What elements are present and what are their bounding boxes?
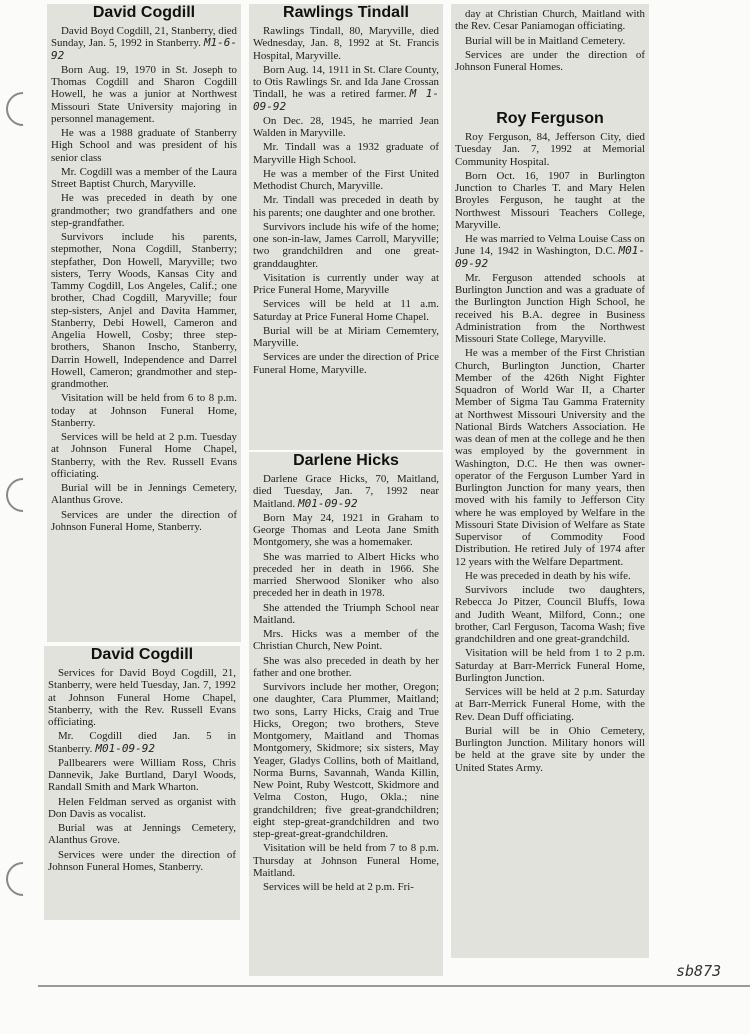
paragraph: Mr. Tindall was a 1932 graduate of Maryville High School.: [253, 141, 439, 166]
paragraph: He was a 1988 graduate of Stanberry High School and was president of his senior class: [51, 127, 237, 164]
paragraph: He was preceded in death by one grandmother; two grandfathers and one step-grandfather.: [51, 192, 237, 229]
paragraph: Services will be held at 2 p.m. Saturday at Barr-Merrick Funeral Home, with the Rev. Dean Duff officiating.: [455, 686, 645, 723]
obituary-clipping-darlene-hicks: [249, 452, 443, 976]
paragraph: Survivors include two daughters, Rebecca Jo Pitzer, Council Bluffs, Iowa and Judith Weant, Milford, Conn.; one brother, Carl Ferguson, Tacoma Wash; five grandchildren and one great-grandchild.: [455, 584, 645, 645]
handwritten-note: M01-09-92: [455, 244, 645, 270]
paragraph: Mr. Cogdill died Jan. 5 in Stanberry.: [48, 730, 236, 755]
paragraph: Burial was at Jennings Cemetery, Alanthus Grove.: [48, 822, 236, 847]
obituary-clipping-rawlings-tindall: [249, 4, 443, 450]
paragraph: Services will be held at 11 a.m. Saturday at Price Funeral Home Chapel.: [253, 298, 439, 323]
page-edge-line: [38, 985, 750, 987]
obituary-clipping-roy-ferguson: [451, 110, 649, 958]
paragraph: She was married to Albert Hicks who preceded her in death in 1966. She married Sherwood Sloniker who also preceded her in death in 1978.: [253, 550, 439, 600]
obituary-title: David Cogdill: [90, 646, 194, 663]
obituary-clipping-david-cogdill: [47, 4, 241, 642]
paragraph: Services were under the direction of Johnson Funeral Homes, Stanberry.: [48, 848, 236, 873]
paragraph: Survivors include his wife of the home; one son-in-law, James Carroll, Maryville; two grandchildren and one great-granddaughter.: [253, 220, 439, 270]
obituary-title: Rawlings Tindall: [283, 4, 409, 21]
paragraph: Roy Ferguson, 84, Jefferson City, died Tuesday Jan. 7, 1992 at Memorial Community Hospital.: [455, 131, 645, 168]
paragraph: On Dec. 28, 1945, he married Jean Walden in Maryville.: [253, 114, 439, 139]
paragraph: Services are under the direction of Johnson Funeral Home, Stanberry.: [51, 508, 237, 533]
obituary-title: Roy Ferguson: [496, 110, 604, 127]
paragraph: Services for David Boyd Cogdill, 21, Stanberry, were held Tuesday, Jan. 7, 1992 at Johnson Funeral Home Chapel, Stanberry, with the Rev. Russell Evans officiating.: [48, 667, 236, 728]
paragraph: Services are under the direction of Johnson Funeral Homes.: [455, 48, 645, 73]
paragraph: She was also preceded in death by her father and one brother.: [253, 654, 439, 679]
paragraph: Services are under the direction of Price Funeral Home, Maryville.: [253, 351, 439, 376]
paragraph: day at Christian Church, Maitland with the Rev. Cesar Paniamogan officiating.: [455, 8, 645, 33]
handwritten-note: M 1-09-92: [253, 87, 439, 113]
obituary-clipping-darlene-hicks-continued: [451, 4, 649, 110]
paragraph: Pallbearers were William Ross, Chris Dannevik, Jake Burtland, Daryl Woods, Randall Smith and Mark Wharton.: [48, 756, 236, 794]
handwritten-note: M01-09-92: [95, 741, 155, 755]
paragraph: David Boyd Cogdill, 21, Stanberry, died Sunday, Jan. 5, 1992 in Stanberry.: [51, 25, 237, 50]
paragraph: Burial will be in Ohio Cemetery, Burlington Junction. Military honors will be held at the grave site by under the United States Army.: [455, 724, 645, 774]
punch-hole-mark: [0, 471, 47, 519]
paragraph: Services will be held at 2 p.m. Fri-: [263, 881, 414, 893]
paragraph: He was preceded in death by his wife.: [465, 569, 631, 582]
paragraph: Burial will be in Jennings Cemetery, Alanthus Grove.: [51, 482, 237, 507]
paragraph: Services will be held at 2 p.m. Tuesday at Johnson Funeral Home Chapel, Stanberry, with the Rev. Russell Evans officiating.: [51, 431, 237, 480]
paragraph: He was a member of the First Christian Church, Burlington Junction, Charter Member of the 426th Night Fighter Squadron of World War II, a Charter Member of Sigma Tau Gamma Fraternity at Northwest Missouri University and the National Birds Watchers Association. He was dean of men at the college and he then was employed by the government in Washington, D.C. He then was owner-operator of the Ferguson Lumber Yard in Burlington Junction for many years, then moved with his family to Jefferson City where he was employed by Welfare in the Missouri State Division of Welfare as State Supervisor of Commodity Food Distribution. He retired July of 1974 after 12 years with the Welfare Department.: [455, 347, 645, 568]
paragraph: Survivors include her mother, Oregon; one daughter, Cara Plummer, Maitland; two sons, Larry Hicks, Craig and True Hicks, Oregon; two brothers, Steve Montgomery, Maitland and Thomas Montgomery, Skidmore; six sisters, May Yeager, Gladys Collins, both of Maitland, Norma Burns, Savannah, Wanda Killin, New Point, Ruby Westcott, Skidmore and Velma Coston, Hugo, Okla.; nine grandchildren; five great-grandchildren; eight step-great-grandchildren and two step-great-great-grandchildren.: [253, 681, 439, 840]
obituary-title: Darlene Hicks: [293, 452, 399, 469]
paragraph: Born Oct. 16, 1907 in Burlington Junction to Charles T. and Mary Helen Broyles Ferguson, he taught at the Northwest Missouri Teachers College, Maryville.: [455, 169, 645, 231]
paragraph: Burial will be at Miriam Cememtery, Maryville.: [253, 324, 439, 349]
paragraph: Born Aug. 14, 1911 in St. Clare County, to Otis Rawlings Sr. and Ida Jane Crossan Tindall, he was a retired farmer.: [253, 63, 439, 101]
handwritten-note: M01-09-92: [298, 496, 358, 510]
obituary-clipping-david-cogdill-services: [44, 646, 240, 920]
paragraph: Visitation is currently under way at Price Funeral Home, Maryville: [253, 271, 439, 296]
paragraph: He was married to Velma Louise Cass on June 14, 1942 in Washington, D.C.: [455, 233, 645, 258]
paragraph: Mr. Ferguson attended schools at Burlington Junction and was a graduate of the Burlington Junction High School, he received his B.A. degree in Business Administration from the Northwest Missouri State College, Maryville.: [455, 271, 645, 345]
handwritten-note: M1-6-92: [51, 36, 237, 62]
paragraph: Survivors include his parents, stepmother, Nona Cogdill, Stanberry; stepfather, Don Howell, Maryville; two sisters, Terry Woods, Kansas City and Tammy Cogdill, Los Angeles, Calif.; one brother, Chad Cogdill, Maryville; four step-sisters, Anjel and Davita Hammer, Stanberry, Debi Howell, Cameron and Angelia Howell, Cosby; three step-brothers, Shanon Inscho, Stanberry, Darrin Howell, Independence and Darrel Howell, Cameron; grandmother and step-grandmother.: [51, 231, 237, 390]
paragraph: Born May 24, 1921 in Graham to George Thomas and Leota Jane Smith Montgomery, she was a homemaker.: [253, 511, 439, 549]
paragraph: He was a member of the First United Methodist Church, Maryville.: [253, 167, 439, 192]
paragraph: Mr. Tindall was preceded in death by his parents; one daughter and one brother.: [253, 194, 439, 219]
punch-hole-mark: [0, 855, 47, 903]
paragraph: Helen Feldman served as organist with Don Davis as vocalist.: [48, 795, 236, 820]
paragraph: Born Aug. 19, 1970 in St. Joseph to Thomas Cogdill and Sharon Cogdill Howell, he was a junior at Northwest Missouri State University majoring in personnel management.: [51, 63, 237, 125]
paragraph: Burial will be in Maitland Cemetery.: [465, 34, 626, 47]
paragraph: Rawlings Tindall, 80, Maryville, died Wednesday, Jan. 8, 1992 at St. Francis Hospital, Maryville.: [253, 25, 439, 62]
punch-hole-mark: [0, 85, 47, 133]
paragraph: Darlene Grace Hicks, 70, Maitland, died Tuesday, Jan. 7, 1992 near Maitland.: [253, 473, 439, 510]
paragraph: She attended the Triumph School near Maitland.: [253, 601, 439, 626]
paragraph: Mrs. Hicks was a member of the Christian Church, New Point.: [253, 628, 439, 653]
paragraph: Visitation will be held from 1 to 2 p.m. Saturday at Barr-Merrick Funeral Home, Burlington Junction.: [455, 647, 645, 684]
obituary-title: David Cogdill: [92, 4, 196, 21]
paragraph: Mr. Cogdill was a member of the Laura Street Baptist Church, Maryville.: [51, 165, 237, 190]
paragraph: Visitation will be held from 6 to 8 p.m. today at Johnson Funeral Home, Stanberry.: [51, 392, 237, 429]
paragraph: Visitation will be held from 7 to 8 p.m. Thursday at Johnson Funeral Home, Maitland.: [253, 842, 439, 879]
page-id-handwriting: sb873: [676, 962, 722, 980]
